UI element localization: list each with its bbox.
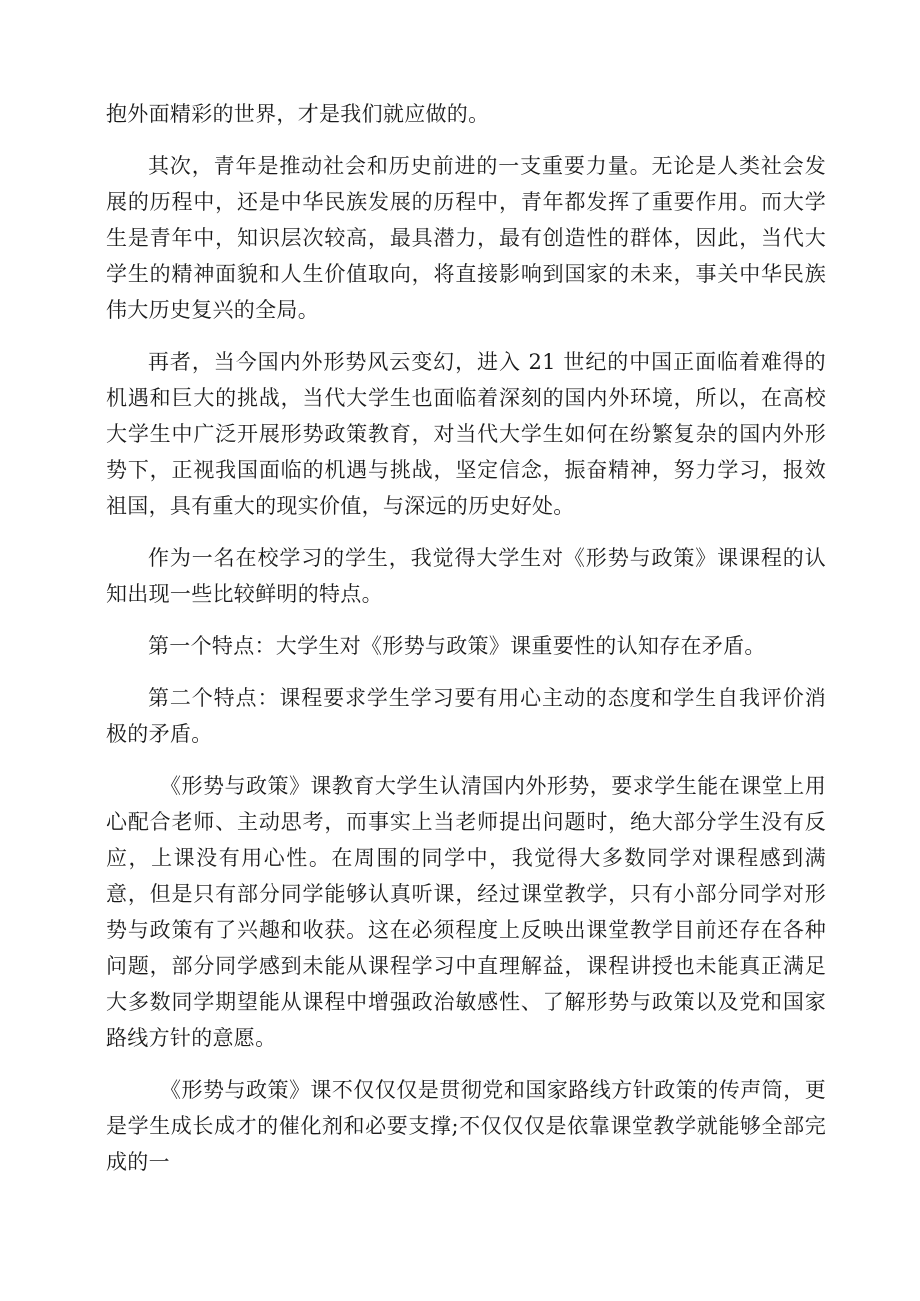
paragraph-6: 第二个特点：课程要求学生学习要有用心主动的态度和学生自我评价消极的矛盾。 [106, 686, 826, 746]
paragraph-8: 《形势与政策》课不仅仅仅是贯彻党和国家路线方针政策的传声筒，更是学生成长成才的催化剂和必要支撑;不仅仅仅是依靠课堂教学就能够全部完成的一 [106, 1078, 826, 1174]
paragraph-7: 《形势与政策》课教育大学生认清国内外形势，要求学生能在课堂上用心配合老师、主动思考，而事实上当老师提出问题时，绝大部分学生没有反应，上课没有用心性。在周围的同学中，我觉得大多数同学对课程感到满意，但是只有部分同学能够认真听课，经过课堂教学，只有小部分同学对形势与政策有了兴趣和收获。这在必须程度上反映出课堂教学目前还存在各种问题，部分同学感到未能从课程学习中直理解益，课程讲授也未能真正满足大多数同学期望能从课程中增强政治敏感性、了解形势与政策以及党和国家路线方针的意愿。 [106, 774, 826, 1050]
paragraph-3: 再者，当今国内外形势风云变幻，进入 21 世纪的中国正面临着难得的机遇和巨大的挑战，当代大学生也面临着深刻的国内外环境，所以，在高校大学生中广泛开展形势政策教育，对当代大学生如何在纷繁复杂的国内外形势下，正视我国面临的机遇与挑战，坚定信念，振奋精神，努力学习，报效祖国，具有重大的现实价值，与深远的历史好处。 [106, 350, 826, 518]
paragraph-5: 第一个特点：大学生对《形势与政策》课重要性的认知存在矛盾。 [148, 634, 766, 658]
paragraph-2: 其次，青年是推动社会和历史前进的一支重要力量。无论是人类社会发展的历程中，还是中华民族发展的历程中，青年都发挥了重要作用。而大学生是青年中，知识层次较高，最具潜力，最有创造性的群体，因此，当代大学生的精神面貌和人生价值取向，将直接影响到国家的未来，事关中华民族伟大历史复兴的全局。 [106, 154, 826, 322]
paragraph-4: 作为一名在校学习的学生，我觉得大学生对《形势与政策》课课程的认知出现一些比较鲜明的特点。 [106, 546, 826, 606]
document-body [106, 96, 826, 1180]
paragraph-1: 抱外面精彩的世界，才是我们就应做的。 [106, 102, 490, 126]
